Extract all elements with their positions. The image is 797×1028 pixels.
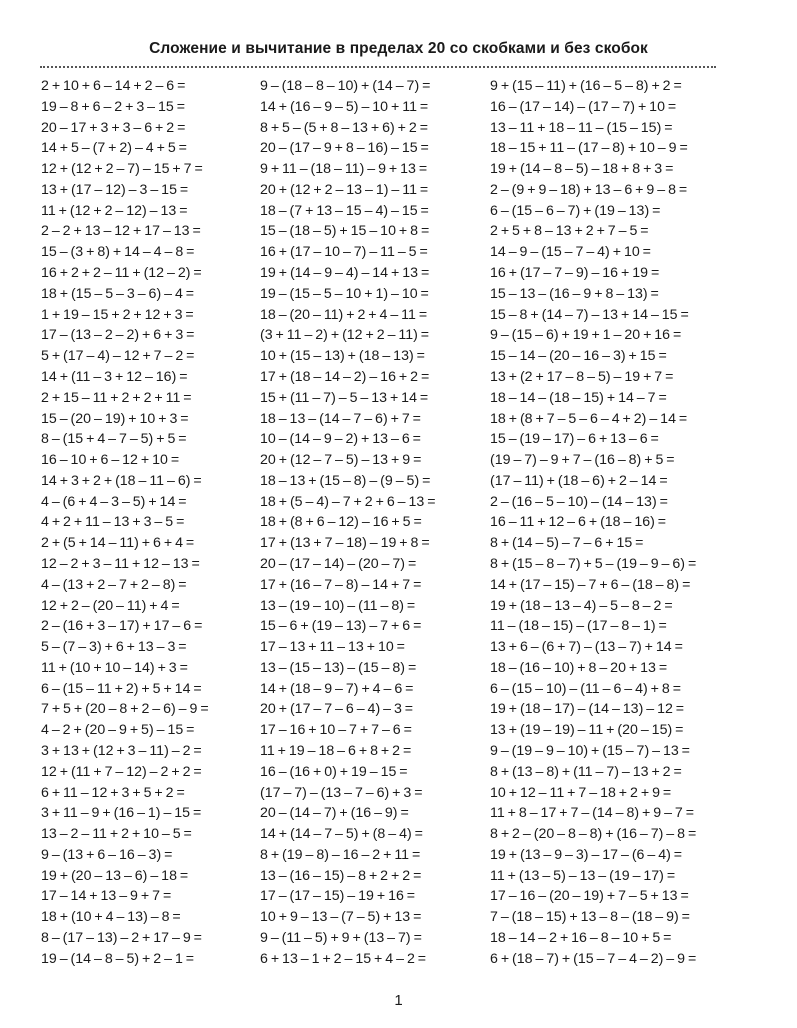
exercise-line: 6 – (15 – 6 – 7) + (19 – 13) = xyxy=(490,202,661,219)
exercise-line: 13 + (2 + 17 – 8 – 5) – 19 + 7 = xyxy=(490,368,674,385)
exercise-line: 3 + 11 – 9 + (16 – 1) – 15 = xyxy=(41,805,202,822)
exercise-line: 19 + (18 – 13 – 4) – 5 – 8 – 2 = xyxy=(490,597,673,614)
page-number: 1 xyxy=(394,992,403,1009)
exercise-line: 1 + 19 – 15 + 2 + 12 + 3 = xyxy=(41,306,194,323)
exercise-line: 14 + (18 – 9 – 7) + 4 – 6 = xyxy=(260,680,414,697)
exercise-line: 16 – 11 + 12 – 6 + (18 – 16) = xyxy=(490,514,667,531)
exercise-line: 18 – (16 – 10) + 8 – 20 + 13 = xyxy=(490,659,668,676)
exercise-line: 17 – (13 – 2 – 2) + 6 + 3 = xyxy=(41,327,195,344)
exercise-line: 15 – (20 – 19) + 10 + 3 = xyxy=(41,410,189,427)
exercise-line: 15 – 6 + (19 – 13) – 7 + 6 = xyxy=(260,618,422,635)
exercise-line: 17 – 13 + 11 – 13 + 10 = xyxy=(260,639,405,656)
dotted-divider xyxy=(40,66,716,68)
exercise-line: 20 – (17 – 14) – (20 – 7) = xyxy=(260,555,417,572)
exercise-line: 2 + 5 + 8 – 13 + 2 + 7 – 5 = xyxy=(490,223,649,240)
exercise-line: 13 – (16 – 15) – 8 + 2 + 2 = xyxy=(260,867,422,884)
exercise-line: 18 – (20 – 11) + 2 + 4 – 11 = xyxy=(260,306,428,323)
exercise-line: 11 + (10 + 10 – 14) + 3 = xyxy=(41,659,188,676)
exercise-line: 12 – 2 + 3 – 11 + 12 – 13 = xyxy=(41,555,200,572)
exercise-line: 18 + (8 + 7 – 5 – 6 – 4 + 2) – 14 = xyxy=(490,410,688,427)
exercise-line: 16 + 2 + 2 – 11 + (12 – 2) = xyxy=(41,265,202,282)
exercise-line: 17 – 16 – (20 – 19) + 7 – 5 + 13 = xyxy=(490,888,689,905)
exercise-line: 13 – 11 + 18 – 11 – (15 – 15) = xyxy=(490,119,673,136)
exercise-line: 11 + (13 – 5) – 13 – (19 – 17) = xyxy=(490,867,676,884)
exercise-line: 10 + (15 – 13) + (18 – 13) = xyxy=(260,348,425,365)
exercise-line: 13 + (19 – 19) – 11 + (20 – 15) = xyxy=(490,722,684,739)
exercise-line: 2 + (5 + 14 – 11) + 6 + 4 = xyxy=(41,535,195,552)
exercise-line: 8 + 2 – (20 – 8 – 8) + (16 – 7) – 8 = xyxy=(490,826,697,843)
exercise-line: 10 – (14 – 9 – 2) + 13 – 6 = xyxy=(260,431,421,448)
exercise-line: 18 – (7 + 13 – 15 – 4) – 15 = xyxy=(260,202,429,219)
exercise-line: 15 – (19 – 17) – 6 + 13 – 6 = xyxy=(490,431,659,448)
exercise-line: 11 + (12 + 2 – 12) – 13 = xyxy=(41,202,188,219)
exercise-line: 20 + (17 – 7 – 6 – 4) – 3 = xyxy=(260,701,414,718)
exercise-line: 14 + 5 – (7 + 2) – 4 + 5 = xyxy=(41,140,187,157)
exercise-line: 17 – 16 + 10 – 7 + 7 – 6 = xyxy=(260,722,412,739)
exercise-line: 16 – (16 + 0) + 19 – 15 = xyxy=(260,763,408,780)
exercise-line: 17 + (13 + 7 – 18) – 19 + 8 = xyxy=(260,535,430,552)
exercise-line: 19 + (20 – 13 – 6) – 18 = xyxy=(41,867,189,884)
exercise-line: 17 – 14 + 13 – 9 + 7 = xyxy=(41,888,172,905)
exercise-line: 18 + (5 – 4) – 7 + 2 + 6 – 13 = xyxy=(260,493,436,510)
exercise-line: (17 – 11) + (18 – 6) + 2 – 14 = xyxy=(490,472,668,489)
exercise-line: 19 – 8 + 6 – 2 + 3 – 15 = xyxy=(41,98,186,115)
exercise-line: 19 – (15 – 5 – 10 + 1) – 10 = xyxy=(260,285,429,302)
exercise-line: 13 – (19 – 10) – (11 – 8) = xyxy=(260,597,416,614)
exercise-line: 16 – (17 – 14) – (17 – 7) + 10 = xyxy=(490,98,677,115)
exercise-line: 12 + 2 – (20 – 11) + 4 = xyxy=(41,597,180,614)
exercise-line: 10 + 9 – 13 – (7 – 5) + 13 = xyxy=(260,909,422,926)
exercise-line: 5 + (17 – 4) – 12 + 7 – 2 = xyxy=(41,348,195,365)
exercise-line: 18 – 13 – (14 – 7 – 6) + 7 = xyxy=(260,410,421,427)
exercise-line: 8 + (13 – 8) + (11 – 7) – 13 + 2 = xyxy=(490,763,682,780)
exercise-line: 15 – 8 + (14 – 7) – 13 + 14 – 15 = xyxy=(490,306,689,323)
exercise-line: 19 + (14 – 8 – 5) – 18 + 8 + 3 = xyxy=(490,161,674,178)
exercise-line: 2 + 15 – 11 + 2 + 2 + 11 = xyxy=(41,389,192,406)
exercise-line: 19 + (14 – 9 – 4) – 14 + 13 = xyxy=(260,265,430,282)
exercise-line: 4 + 2 + 11 – 13 + 3 – 5 = xyxy=(41,514,185,531)
exercise-line: 6 + 13 – 1 + 2 – 15 + 4 – 2 = xyxy=(260,950,427,967)
exercise-line: 15 – (18 – 5) + 15 – 10 + 8 = xyxy=(260,223,430,240)
exercise-line: 16 + (17 – 7 – 9) – 16 + 19 = xyxy=(490,265,660,282)
exercise-line: 15 + (11 – 7) – 5 – 13 + 14 = xyxy=(260,389,429,406)
exercise-line: 17 + (16 – 7 – 8) – 14 + 7 = xyxy=(260,576,422,593)
exercise-line: 11 + 8 – 17 + 7 – (14 – 8) + 9 – 7 = xyxy=(490,805,695,822)
exercise-line: 14 + (16 – 9 – 5) – 10 + 11 = xyxy=(260,98,429,115)
exercise-line: 14 + (14 – 7 – 5) + (8 – 4) = xyxy=(260,826,423,843)
exercise-line: (3 + 11 – 2) + (12 + 2 – 11) = xyxy=(260,327,430,344)
exercise-line: 12 + (11 + 7 – 12) – 2 + 2 = xyxy=(41,763,202,780)
exercise-line: 19 + (18 – 17) – (14 – 13) – 12 = xyxy=(490,701,685,718)
exercise-line: 8 + (14 – 5) – 7 – 6 + 15 = xyxy=(490,535,644,552)
exercise-line: 4 – 2 + (20 – 9 + 5) – 15 = xyxy=(41,722,195,739)
exercise-line: 14 + (17 – 15) – 7 + 6 – (18 – 8) = xyxy=(490,576,691,593)
exercise-line: 9 – (13 + 6 – 16 – 3) = xyxy=(41,846,173,863)
exercise-line: 20 + (12 + 2 – 13 – 1) – 11 = xyxy=(260,181,429,198)
exercise-line: 12 + (12 + 2 – 7) – 15 + 7 = xyxy=(41,161,203,178)
exercise-line: 11 + 19 – 18 – 6 + 8 + 2 = xyxy=(260,743,412,759)
exercise-line: 13 – (15 – 13) – (15 – 8) = xyxy=(260,659,417,676)
exercise-column-3 xyxy=(490,76,696,970)
exercise-line: 8 – (15 + 4 – 7 – 5) + 5 = xyxy=(41,431,187,448)
exercise-line: 18 + (15 – 5 – 3 – 6) – 4 = xyxy=(41,285,195,302)
worksheet-title: Сложение и вычитание в пределах 20 со скобками и без скобок xyxy=(149,40,648,57)
exercise-line: 9 – (18 – 8 – 10) + (14 – 7) = xyxy=(260,78,431,94)
exercise-line: 18 – 14 – 2 + 16 – 8 – 10 + 5 = xyxy=(490,930,672,947)
exercise-line: 15 – 13 – (16 – 9 + 8 – 13) = xyxy=(490,285,659,302)
exercise-line: 6 – (15 – 10) – (11 – 6 – 4) + 8 = xyxy=(490,680,682,697)
exercise-line: 6 + (18 – 7) + (15 – 7 – 4 – 2) – 9 = xyxy=(490,950,697,967)
exercise-column-1 xyxy=(41,76,209,970)
exercise-line: 2 – (9 + 9 – 18) + 13 – 6 + 9 – 8 = xyxy=(490,181,688,198)
exercise-line: 18 – 14 – (18 – 15) + 14 – 7 = xyxy=(490,389,667,406)
exercise-line: 17 + (18 – 14 – 2) – 16 + 2 = xyxy=(260,368,430,385)
exercise-line: 2 – (16 – 5 – 10) – (14 – 13) = xyxy=(490,493,668,510)
exercise-line: 20 – 17 + 3 + 3 – 6 + 2 = xyxy=(41,119,186,136)
exercise-column-2 xyxy=(260,76,436,970)
exercise-line: 8 + (19 – 8) – 16 – 2 + 11 = xyxy=(260,846,421,863)
exercise-line: 4 – (13 + 2 – 7 + 2 – 8) = xyxy=(41,576,187,593)
exercise-line: 9 – (19 – 9 – 10) + (15 – 7) – 13 = xyxy=(490,743,690,759)
exercise-line: 9 – (11 – 5) + 9 + (13 – 7) = xyxy=(260,930,422,947)
exercise-line: 17 – (17 – 15) – 19 + 16 = xyxy=(260,888,416,905)
exercise-line: 8 + 5 – (5 + 8 – 13 + 6) + 2 = xyxy=(260,119,429,136)
exercise-line: 6 – (15 – 11 + 2) + 5 + 14 = xyxy=(41,680,202,697)
exercise-line: 16 + (17 – 10 – 7) – 11 – 5 = xyxy=(260,244,428,261)
exercise-line: 13 + 6 – (6 + 7) – (13 – 7) + 14 = xyxy=(490,639,683,656)
exercise-line: 9 + 11 – (18 – 11) – 9 + 13 = xyxy=(260,161,428,178)
exercise-line: 11 – (18 – 15) – (17 – 8 – 1) = xyxy=(490,618,667,635)
exercise-line: 4 – (6 + 4 – 3 – 5) + 14 = xyxy=(41,493,187,510)
exercise-line: 15 – (3 + 8) + 14 – 4 – 8 = xyxy=(41,244,195,261)
exercise-line: 20 + (12 – 7 – 5) – 13 + 9 = xyxy=(260,452,422,469)
exercise-line: (19 – 7) – 9 + 7 – (16 – 8) + 5 = xyxy=(490,452,675,469)
exercise-line: (17 – 7) – (13 – 7 – 6) + 3 = xyxy=(260,784,423,801)
exercise-line: 2 – (16 + 3 – 17) + 17 – 6 = xyxy=(41,618,203,635)
exercise-line: 15 – 14 – (20 – 16 – 3) + 15 = xyxy=(490,348,667,365)
exercise-line: 18 – 15 + 11 – (17 – 8) + 10 – 9 = xyxy=(490,140,688,157)
exercise-line: 9 + (15 – 11) + (16 – 5 – 8) + 2 = xyxy=(490,78,682,94)
exercise-line: 20 – (17 – 9 + 8 – 16) – 15 = xyxy=(260,140,429,157)
exercise-line: 19 – (14 – 8 – 5) + 2 – 1 = xyxy=(41,950,195,967)
exercise-line: 2 + 10 + 6 – 14 + 2 – 6 = xyxy=(41,78,186,94)
exercise-line: 6 + 11 – 12 + 3 + 5 + 2 = xyxy=(41,784,185,801)
exercise-line: 14 – 9 – (15 – 7 – 4) + 10 = xyxy=(490,244,651,261)
exercise-line: 19 + (13 – 9 – 3) – 17 – (6 – 4) = xyxy=(490,846,683,863)
exercise-line: 20 – (14 – 7) + (16 – 9) = xyxy=(260,805,409,822)
exercise-line: 18 + (8 + 6 – 12) – 16 + 5 = xyxy=(260,514,422,531)
exercise-line: 9 – (15 – 6) + 19 + 1 – 20 + 16 = xyxy=(490,327,682,344)
exercise-line: 8 – (17 – 13) – 2 + 17 – 9 = xyxy=(41,930,202,947)
exercise-line: 5 – (7 – 3) + 6 + 13 – 3 = xyxy=(41,639,187,656)
exercise-line: 2 – 2 + 13 – 12 + 17 – 13 = xyxy=(41,223,201,240)
exercise-line: 7 + 5 + (20 – 8 + 2 – 6) – 9 = xyxy=(41,701,209,718)
exercise-line: 10 + 12 – 11 + 7 – 18 + 2 + 9 = xyxy=(490,784,672,801)
exercise-columns xyxy=(0,76,797,986)
exercise-line: 8 + (15 – 8 – 7) + 5 – (19 – 9 – 6) = xyxy=(490,555,697,572)
exercise-line: 7 – (18 – 15) + 13 – 8 – (18 – 9) = xyxy=(490,909,690,926)
exercise-line: 18 – 13 + (15 – 8) – (9 – 5) = xyxy=(260,472,431,489)
exercise-line: 3 + 13 + (12 + 3 – 11) – 2 = xyxy=(41,743,202,759)
exercise-line: 13 – 2 – 11 + 2 + 10 – 5 = xyxy=(41,826,192,843)
exercise-line: 14 + (11 – 3 + 12 – 16) = xyxy=(41,368,188,385)
exercise-line: 16 – 10 + 6 – 12 + 10 = xyxy=(41,452,180,469)
exercise-line: 14 + 3 + 2 + (18 – 11 – 6) = xyxy=(41,472,202,489)
exercise-line: 13 + (17 – 12) – 3 – 15 = xyxy=(41,181,189,198)
exercise-line: 18 + (10 + 4 – 13) – 8 = xyxy=(41,909,181,926)
